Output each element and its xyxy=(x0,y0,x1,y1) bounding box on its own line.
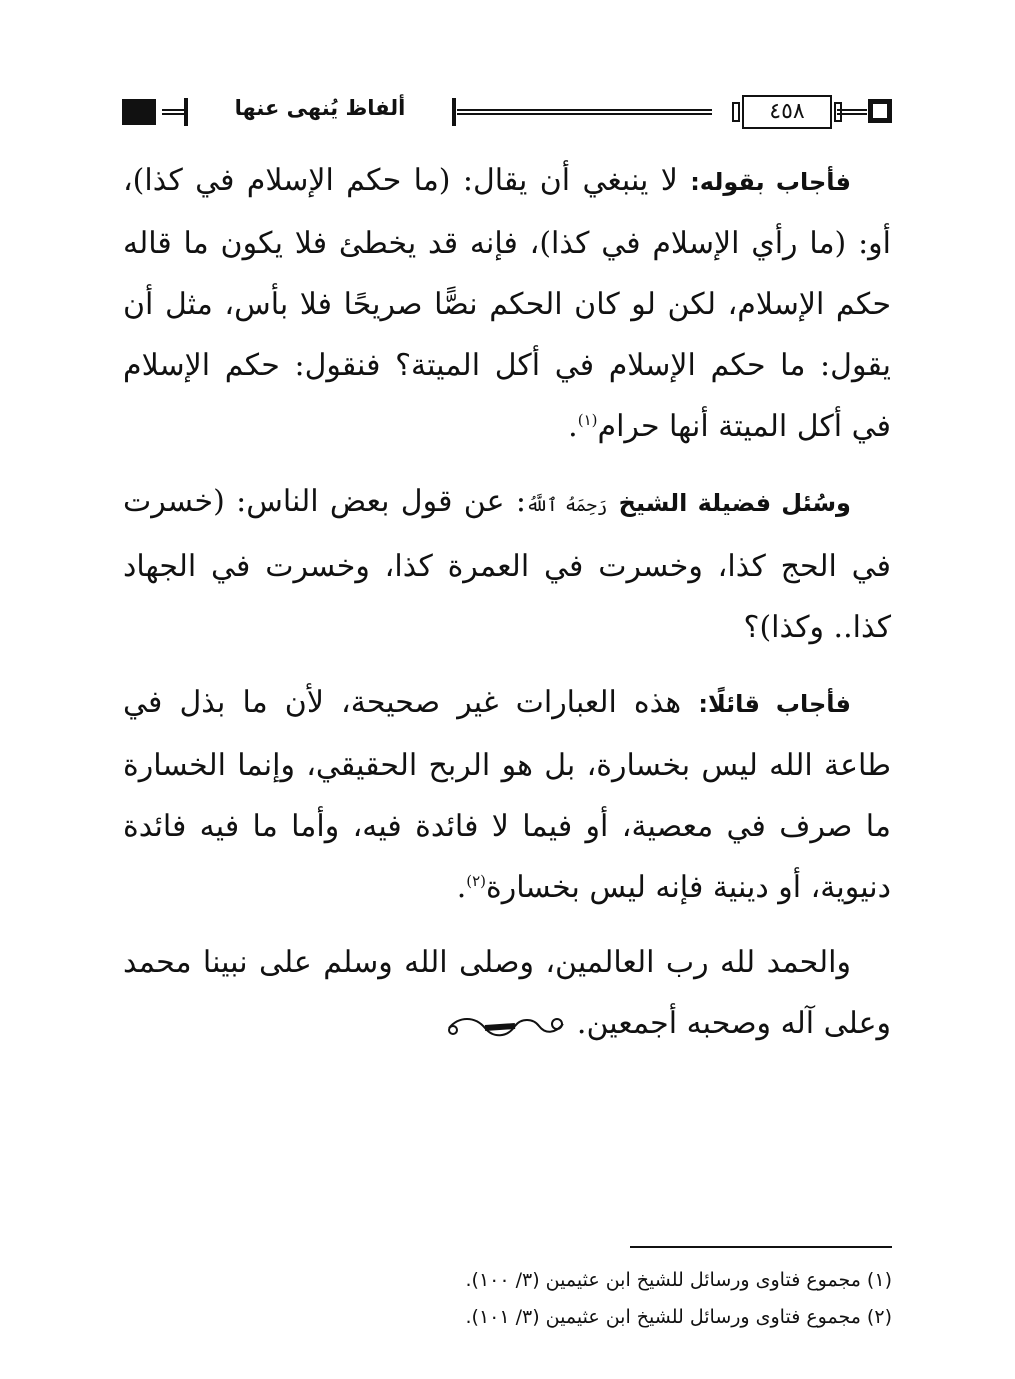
header-rule xyxy=(457,109,712,115)
chapter-title: ألفاظ يُنهى عنها xyxy=(234,96,406,120)
footnote-ref[interactable]: (٢) xyxy=(466,872,487,890)
paragraph-question xyxy=(123,471,891,658)
header-rule xyxy=(837,109,867,115)
footnote-separator xyxy=(630,1246,892,1248)
header-divider xyxy=(452,98,456,126)
header-square-ornament xyxy=(868,99,892,123)
paragraph-text: هذه العبارات غير صحيحة، لأن ما بذل في طاعة الله ليس بخسارة، بل هو الربح الحقيقي، وإنما الخسارة ما صرف في معصية، أو فيما لا فائدة فيه، وأما ما فيه فائدة دنيوية، أو دينية فإنه ليس بخسارة xyxy=(123,685,891,905)
paragraph-tail: . xyxy=(456,870,467,905)
paragraph-tail: . xyxy=(568,409,578,444)
header-rule xyxy=(162,109,184,115)
paragraph-text: لا ينبغي أن يقال: (ما حكم الإسلام في كذا)، أو: (ما رأي الإسلام في كذا)، فإنه قد يخطئ فلا يكون ما قاله حكم الإسلام، لكن لو كان الحكم نصًّا صريحًا فلا بأس، مثل أن يقول: ما حكم الإسلام في أكل الميتة؟ فنقول: حكم الإسلام في أكل الميتة أنها حرام xyxy=(123,163,891,444)
footnote-2: (٢) مجموع فتاوى ورسائل للشيخ ابن عثيمين (٣/ ١٠١). xyxy=(465,1306,892,1328)
paragraph-text: والحمد لله رب العالمين، وصلى الله وسلم على نبينا محمد وعلى آله وصحبه أجمعين. xyxy=(123,945,891,1041)
paragraph-answer-1 xyxy=(123,150,891,457)
paragraph-lead: فأجاب قائلًا: xyxy=(698,690,851,718)
paragraph-lead: فأجاب بقوله: xyxy=(690,168,851,196)
paragraph-text: : عن قول بعض الناس: (خسرت في الحج كذا، وخسرت في العمرة كذا، وخسرت في الجهاد كذا.. وكذا)؟ xyxy=(123,484,891,645)
paragraph-answer-2 xyxy=(123,672,891,918)
header-block-ornament xyxy=(122,99,156,125)
footnote-ref[interactable]: (١) xyxy=(577,411,598,429)
section-end-ornament xyxy=(445,1012,567,1042)
footnote-1: (١) مجموع فتاوى ورسائل للشيخ ابن عثيمين (٣/ ١٠٠). xyxy=(465,1269,892,1291)
paragraph-lead: وسُئل فضيلة الشيخ xyxy=(618,489,851,517)
main-text xyxy=(123,150,891,1054)
page-number: ٤٥٨ xyxy=(742,95,832,129)
footnotes xyxy=(200,1262,892,1336)
honorific-glyph: رَحِمَهُ ٱللَّهُ xyxy=(525,495,608,516)
running-header xyxy=(122,95,892,131)
header-divider xyxy=(184,98,188,126)
